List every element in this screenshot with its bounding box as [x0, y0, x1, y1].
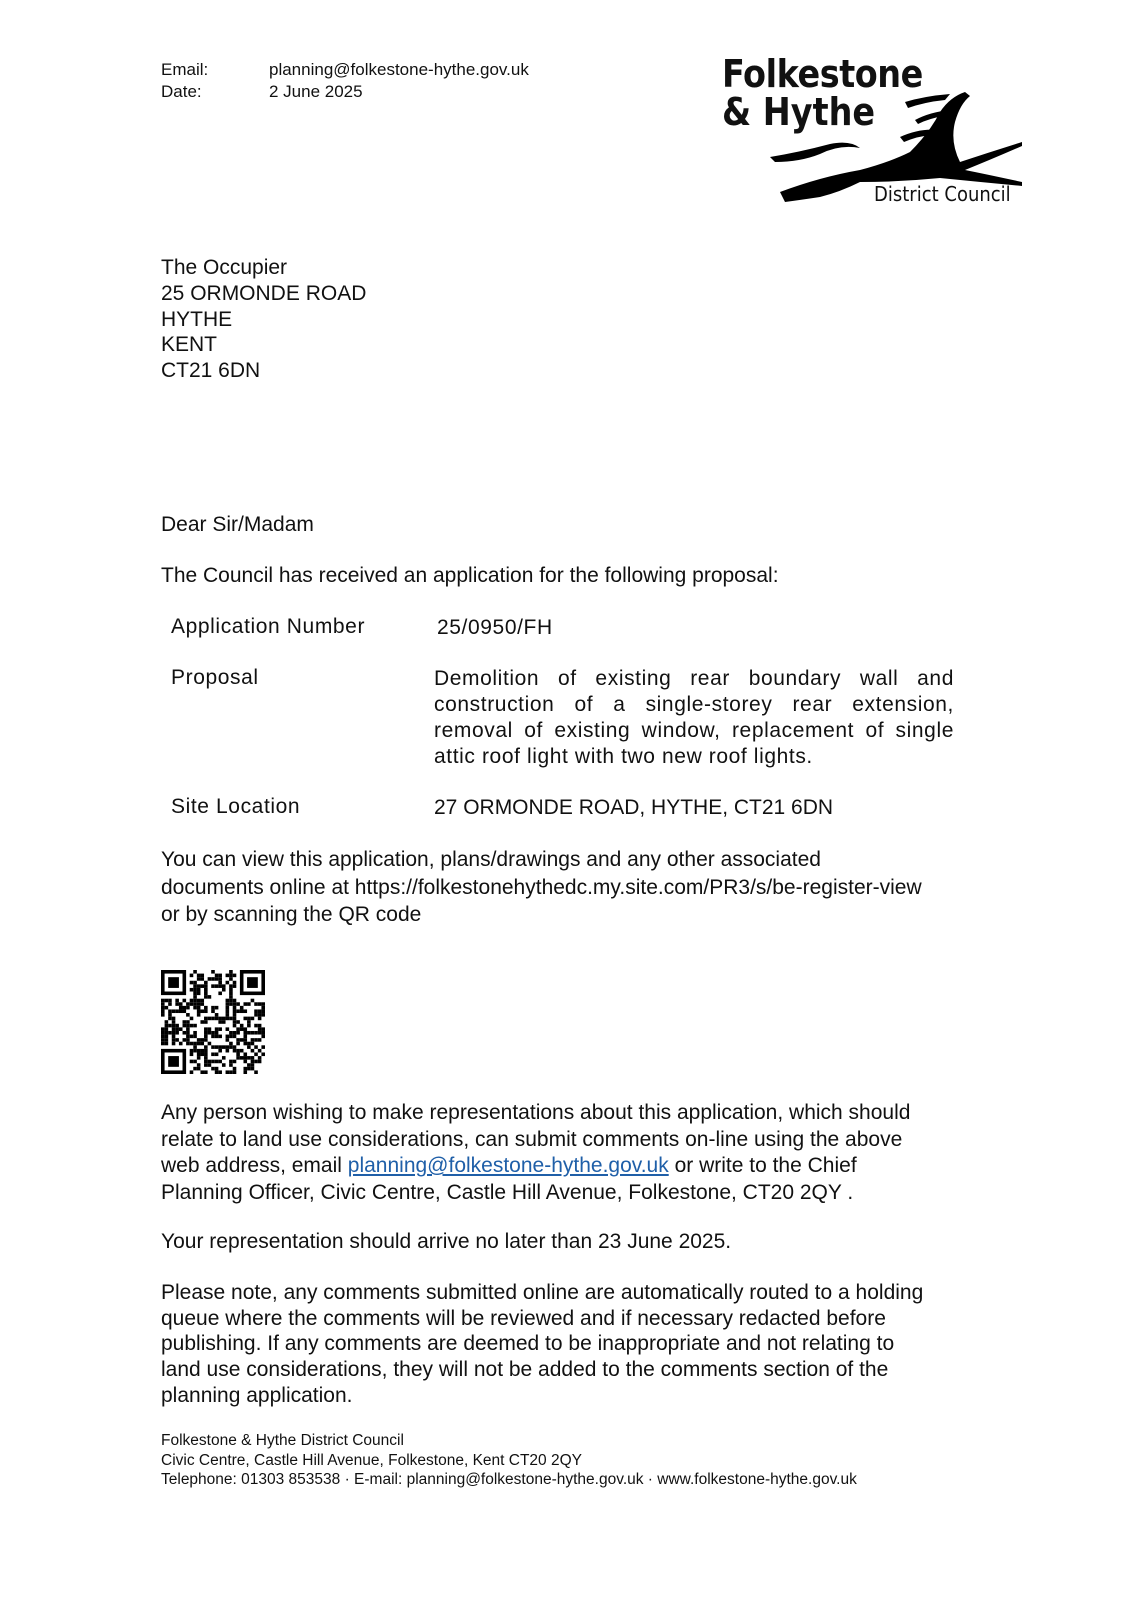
address-line: HYTHE [161, 307, 233, 331]
recipient-address [161, 255, 366, 384]
app-number-value: 25/0950/FH [437, 616, 553, 639]
email-value: planning@folkestone-hythe.gov.uk [269, 60, 529, 79]
email-label: Email: [161, 60, 209, 79]
text-segment: web address, email [161, 1154, 348, 1177]
text-line: planning application. [161, 1383, 353, 1407]
qr-code[interactable] [161, 970, 265, 1074]
footer-line: Civic Centre, Castle Hill Avenue, Folkestone, Kent CT20 2QY [161, 1451, 582, 1469]
text-line: Any person wishing to make representations about this application, which should [161, 1101, 911, 1124]
text-line: publishing. If any comments are deemed to be inappropriate and not relating to [161, 1332, 895, 1356]
text-line: or by scanning the QR code [161, 903, 422, 926]
deadline-text: Your representation should arrive no later than 23 June 2025. [161, 1230, 732, 1253]
representations-text [161, 1100, 910, 1206]
footer-line: Folkestone & Hythe District Council [161, 1432, 404, 1449]
council-logo [720, 52, 1040, 222]
site-location-label: Site Location [171, 795, 301, 818]
note-text [161, 1280, 923, 1409]
email-link[interactable]: planning@folkestone-hythe.gov.uk [347, 1154, 669, 1177]
date-value: 2 June 2025 [269, 82, 363, 101]
salutation: Dear Sir/Madam [161, 513, 314, 536]
address-line: KENT [161, 333, 218, 357]
logo-line2: & Hythe [722, 90, 876, 134]
address-line: CT21 6DN [161, 359, 261, 383]
proposal-value: Demolition of existing rear boundary wall and construction of a single-storey rear extension, removal of existing window, replacement of single attic roof light with two new roof lights. [434, 667, 954, 768]
proposal-label: Proposal [171, 666, 259, 689]
address-line: 25 ORMONDE ROAD [161, 281, 367, 305]
address-line: The Occupier [161, 256, 288, 279]
text-line: You can view this application, plans/drawings and any other associated [161, 848, 821, 871]
footer-line: Telephone: 01303 853538 · E-mail: planning@folkestone-hythe.gov.uk · www.folkestone-hythe.gov.uk [161, 1471, 857, 1488]
date-label: Date: [161, 82, 202, 101]
intro-text: The Council has received an application for the following proposal: [161, 564, 779, 587]
site-location-value: 27 ORMONDE ROAD, HYTHE, CT21 6DN [434, 796, 834, 819]
footer [161, 1431, 857, 1490]
text-segment: or write to the Chief [668, 1154, 857, 1177]
letter-header [161, 59, 529, 103]
text-line: documents online at https://folkestonehythedc.my.site.com/PR3/s/be-register-view [161, 875, 922, 899]
text-line: Please note, any comments submitted online are automatically routed to a holding [161, 1281, 924, 1304]
text-line: Planning Officer, Civic Centre, Castle Hill Avenue, Folkestone, CT20 2QY . [161, 1180, 854, 1204]
app-number-label: Application Number [171, 615, 366, 638]
text-line: queue where the comments will be reviewed and if necessary redacted before [161, 1306, 886, 1330]
logo-line3: District Council [874, 182, 1011, 206]
text-line: relate to land use considerations, can submit comments on-line using the above [161, 1127, 903, 1151]
logo-line1: Folkestone [722, 52, 923, 96]
text-line: land use considerations, they will not be added to the comments section of the [161, 1358, 889, 1382]
view-application-text [161, 846, 922, 929]
